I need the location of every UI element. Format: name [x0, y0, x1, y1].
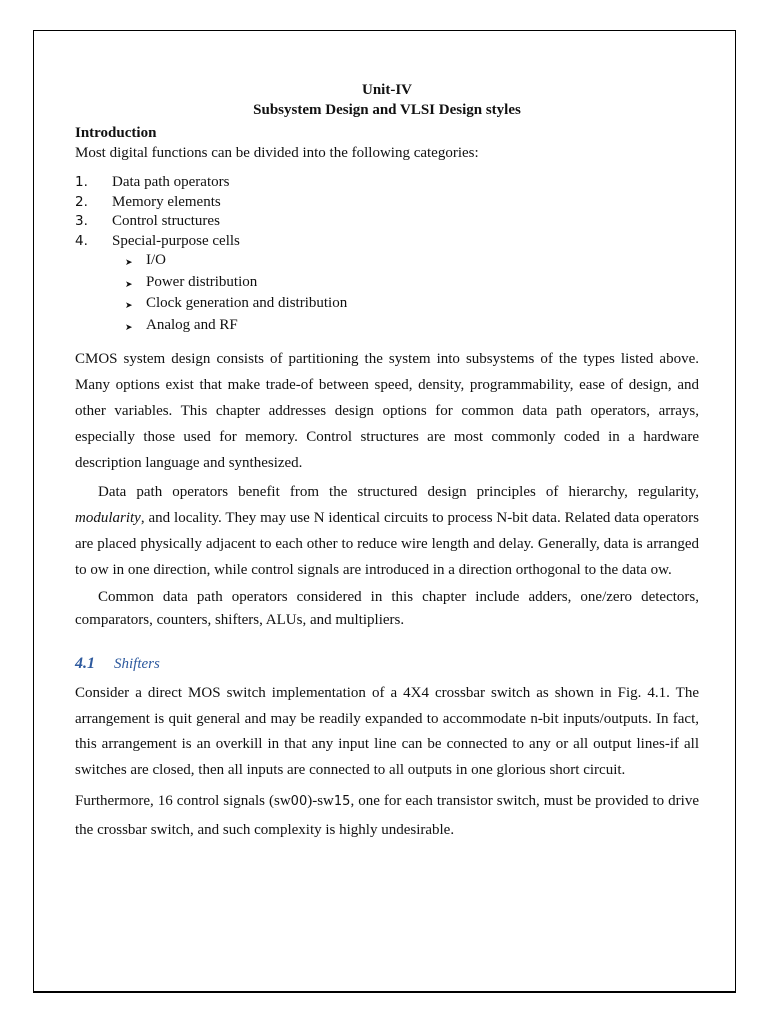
- signal-index: 00: [290, 794, 308, 809]
- section-heading: [75, 653, 699, 675]
- intro-line: Most digital functions can be divided into the following categories:: [75, 145, 479, 161]
- paragraph-text: Furthermore, 16 control signals (sw: [75, 793, 291, 809]
- chapter-subtitle: Subsystem Design and VLSI Design styles: [253, 102, 521, 118]
- signal-index: 15: [333, 794, 351, 809]
- document-body: [75, 80, 699, 844]
- list-item-label: Analog and RF: [146, 316, 238, 333]
- paragraph-text: Data path operators benefit from the structured design principles of hierarchy, regularity,: [98, 484, 699, 500]
- arrow-bullet-icon: ➤: [125, 321, 133, 332]
- list-item-label: Clock generation and distribution: [146, 295, 348, 311]
- paragraph-control-signals: [75, 787, 699, 844]
- paragraph-crossbar: Consider a direct MOS switch implementation of a 4X4 crossbar switch as shown in Fig. 4.1. The arrangement is quit general and may be readily expanded to accommodate n-bit inputs/outputs. In fact, this arrangement is an overkill in that any input line can be connected to any or all output lines-if all switches are closed, then all inputs are connected to all outputs in one glorious short circuit.: [75, 685, 699, 778]
- list-item-label: Control structures: [112, 213, 220, 229]
- paragraph-text: , one for each transistor switch, must be provided to drive the crossbar switch, and such complexity is highly undesirable.: [75, 793, 699, 838]
- paragraph-data-path: [75, 479, 699, 583]
- list-item-label: Memory elements: [112, 193, 221, 210]
- list-item: [75, 212, 699, 232]
- arrow-bullet-icon: ➤: [125, 300, 133, 310]
- arrow-bullet-icon: ➤: [125, 278, 133, 289]
- arrow-bullet-icon: ➤: [125, 257, 133, 267]
- list-item: [75, 316, 699, 338]
- list-marker: 4.: [75, 232, 88, 249]
- list-item-label: I/O: [146, 252, 166, 268]
- paragraph-text: , and locality. They may use N identical circuits to process N-bit data. Related data operators are placed physically adjacent to each other to reduce wire length and delay. Generally, data is arranged to ow in one direction, while control signals are introduced in a direction orthogonal to the data ow.: [75, 510, 699, 578]
- list-item: [75, 193, 699, 213]
- intro-heading: Introduction: [75, 125, 157, 141]
- list-item: [75, 173, 699, 193]
- list-item: [75, 273, 699, 295]
- list-item-label: Special-purpose cells: [112, 232, 240, 249]
- paragraph-emphasis: modularity: [75, 510, 141, 526]
- paragraph-text: )-sw: [307, 793, 334, 809]
- special-cells-list: [75, 251, 699, 337]
- list-marker: 3.: [75, 213, 88, 229]
- paragraph-cmos-design: CMOS system design consists of partitioning the system into subsystems of the types listed above. Many options exist that make trade-of between speed, density, programmability, ease of design, and other variables. This chapter addresses design options for common data path operators, arrays, especially those used for memory. Control structures are most commonly coded in a hardware description language and synthesized.: [75, 351, 699, 471]
- list-item-label: Power distribution: [146, 273, 258, 290]
- list-marker: 1.: [75, 174, 88, 190]
- unit-title: Unit-IV: [361, 82, 412, 98]
- list-item: [75, 232, 699, 252]
- list-marker: 2.: [75, 193, 88, 210]
- category-list: [75, 173, 699, 251]
- section-number: 4.1: [75, 655, 95, 672]
- list-item: [75, 251, 699, 273]
- list-item: [75, 294, 699, 316]
- section-title: Shifters: [114, 656, 160, 672]
- list-item-label: Data path operators: [112, 174, 230, 190]
- paragraph-operators: Common data path operators considered in this chapter include adders, one/zero detectors, comparators, counters, shifters, ALUs, and multipliers.: [75, 589, 699, 628]
